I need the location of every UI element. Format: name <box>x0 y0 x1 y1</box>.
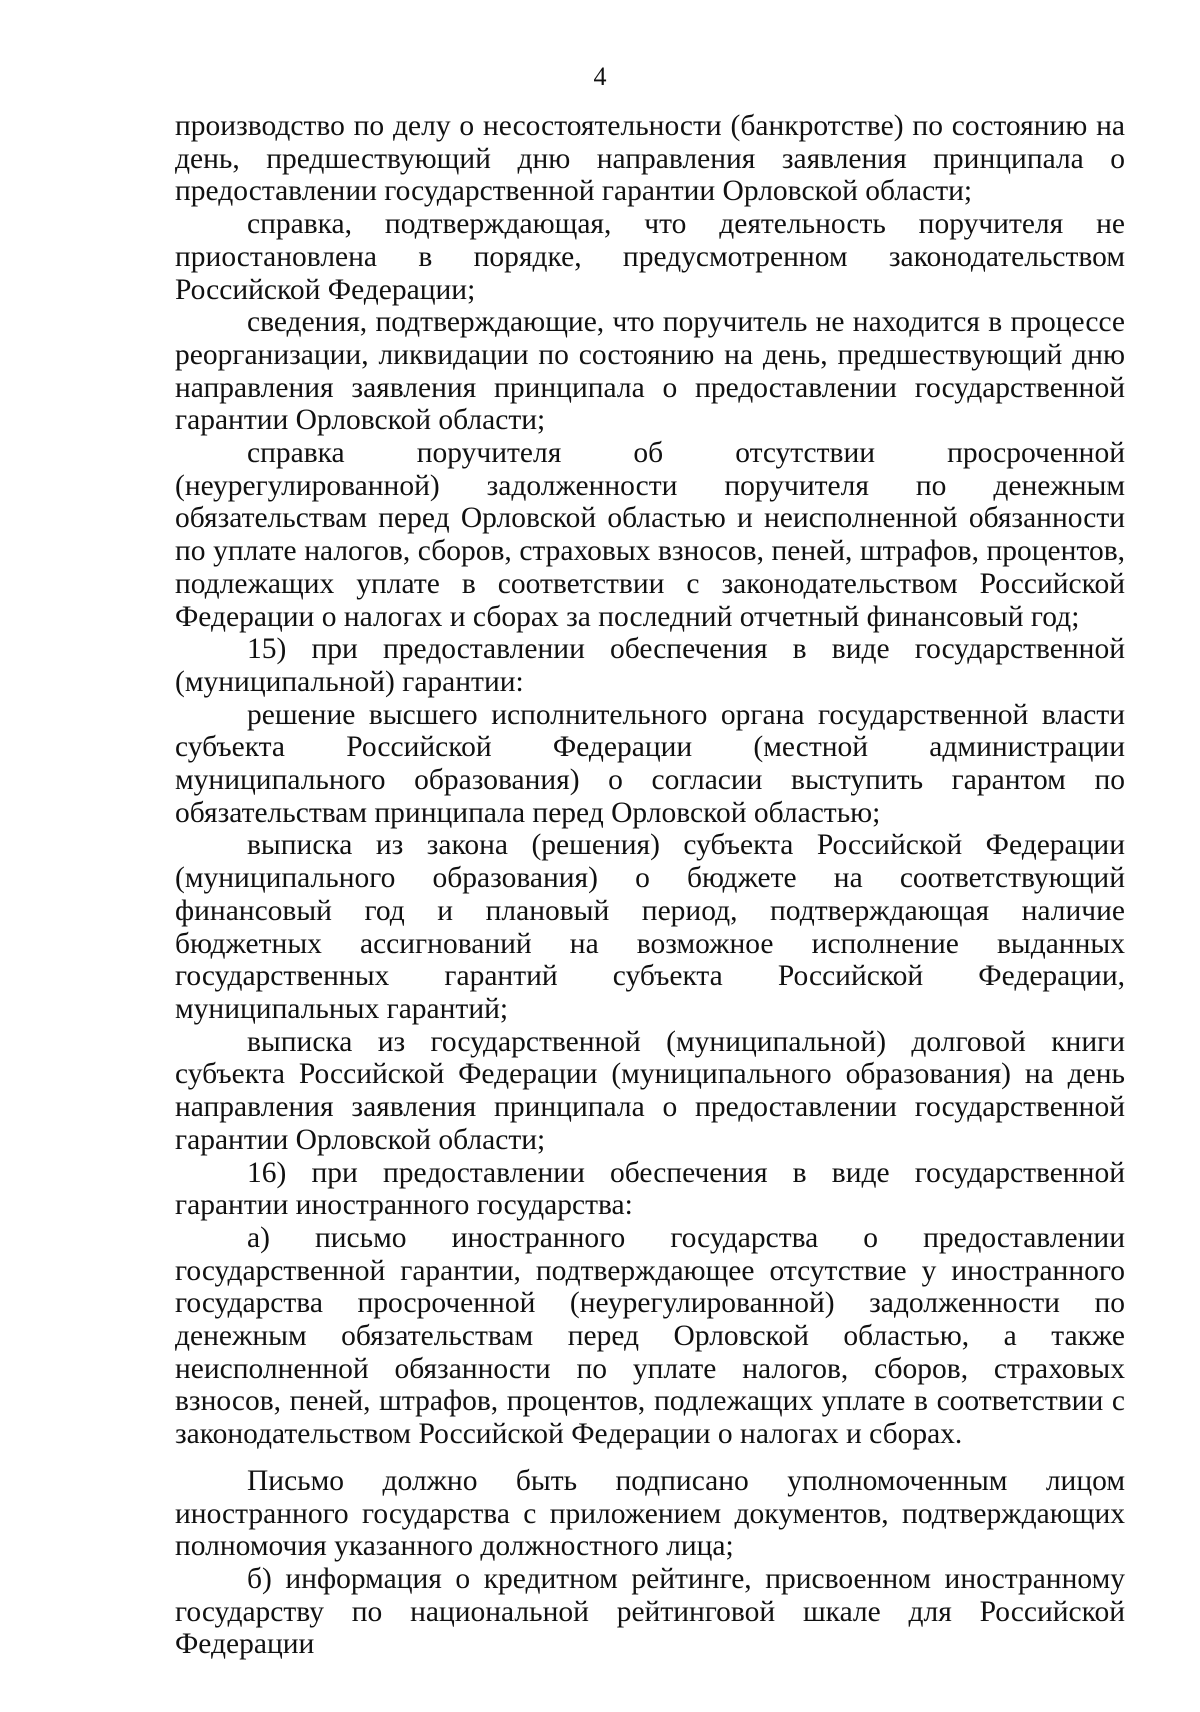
paragraph-item-15: 15) при предоставлении обеспечения в виде государственной (муниципальной) гарантии: <box>175 633 1125 698</box>
paragraph-item-16: 16) при предоставлении обеспечения в виде государственной гарантии иностранного государства: <box>175 1156 1125 1222</box>
paragraph-bankruptcy-continuation: производство по делу о несостоятельности (банкротстве) по состоянию на день, предшествующий дню направления заявления принципала о предоставлении государственной гарантии Орловской области; <box>175 110 1125 208</box>
paragraph-guarantor-activity-certificate: справка, подтверждающая, что деятельность поручителя не приостановлена в порядке, предусмотренном законодательством Российской Федерации; <box>175 208 1125 306</box>
paragraph-executive-decision: решение высшего исполнительного органа государственной власти субъекта Российской Федерации (местной администрации муниципального образования) о согласии выступить гарантом по обязательствам принципала перед Орловской областью; <box>175 698 1125 829</box>
document-body <box>175 110 1125 1661</box>
paragraph-budget-law-extract: выписка из закона (решения) субъекта Российской Федерации (муниципального образования) о бюджете на соответствующий финансовый год и плановый период, подтверждающая наличие бюджетных ассигнований на возможное исполнение выданных государственных гарантий субъекта Российской Федерации, муниципальных гарантий; <box>175 829 1125 1025</box>
paragraph-letter-signature: Письмо должно быть подписано уполномоченным лицом иностранного государства с приложением документов, подтверждающих полномочия указанного должностного лица; <box>175 1464 1125 1563</box>
paragraph-item-16a-letter: а) письмо иностранного государства о предоставлении государственной гарантии, подтверждающее отсутствие у иностранного государства просроченной (неурегулированной) задолженности по денежным обязательствам перед Орловской областью, а также неисполненной обязанности по уплате налогов, сборов, страховых взносов, пеней, штрафов, процентов, подлежащих уплате в соответствии с законодательством Российской Федерации о налогах и сборах. <box>175 1221 1125 1451</box>
page-number: 4 <box>593 62 607 91</box>
paragraph-item-16b-rating: б) информация о кредитном рейтинге, присвоенном иностранному государству по национальной рейтинговой шкале для Российской Федерации <box>175 1562 1125 1661</box>
paragraph-debt-absence-certificate: справка поручителя об отсутствии просроченной (неурегулированной) задолженности поручителя по денежным обязательствам перед Орловской областью и неисполненной обязанности по уплате налогов, сборов, страховых взносов, пеней, штрафов, процентов, подлежащих уплате в соответствии с законодательством Российской Федерации о налогах и сборах за последний отчетный финансовый год; <box>175 437 1125 633</box>
paragraph-debt-book-extract: выписка из государственной (муниципальной) долговой книги субъекта Российской Федерации (муниципального образования) на день направления заявления принципала о предоставлении государственной гарантии Орловской области; <box>175 1025 1125 1156</box>
paragraph-reorganization-info: сведения, подтверждающие, что поручитель не находится в процессе реорганизации, ликвидации по состоянию на день, предшествующий дню направления заявления принципала о предоставлении государственной гарантии Орловской области; <box>175 306 1125 437</box>
